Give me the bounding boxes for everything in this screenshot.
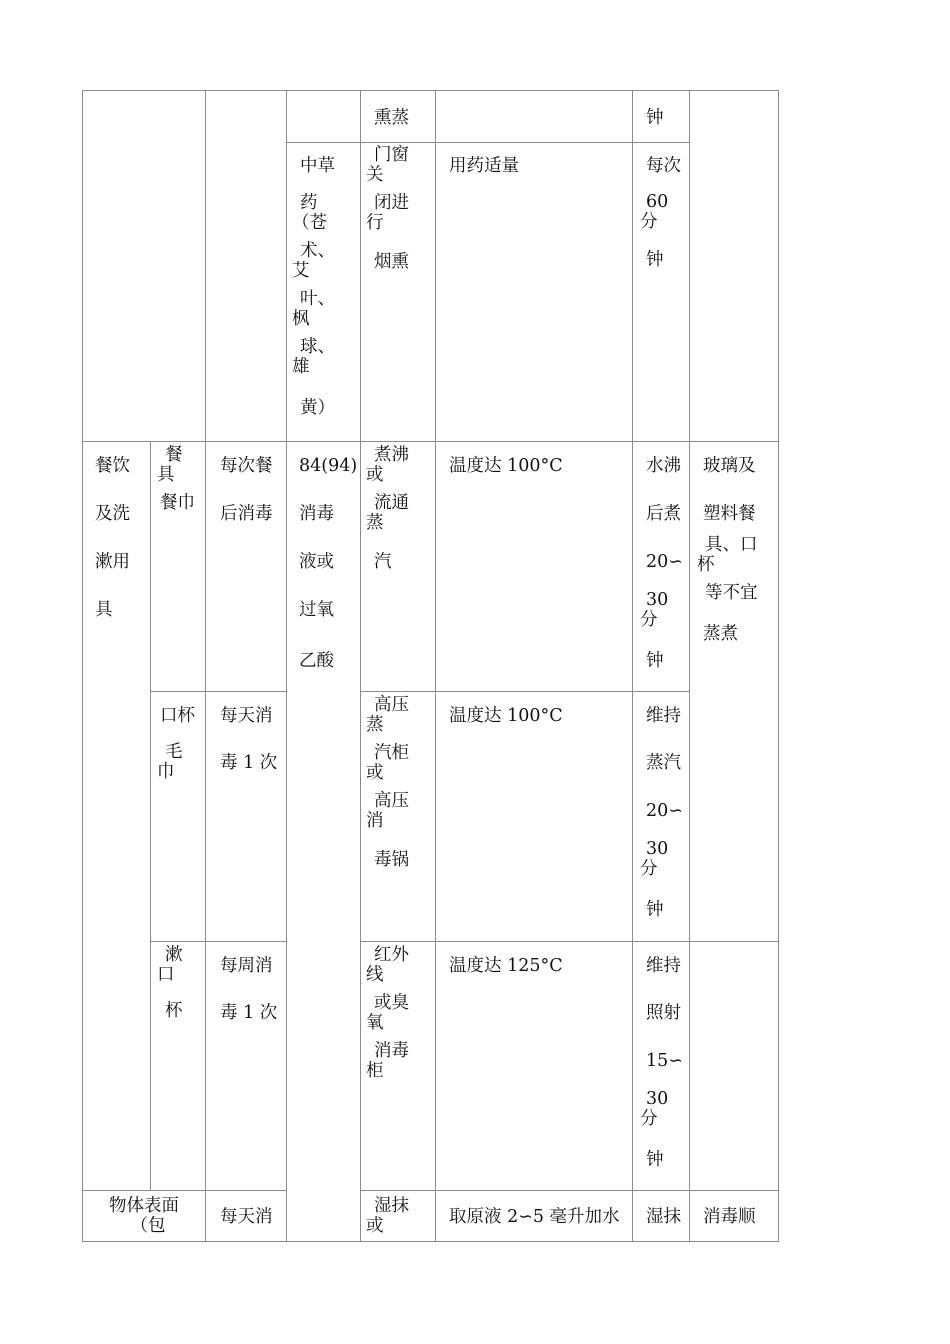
cell-text: 消毒顺 bbox=[703, 1207, 756, 1227]
table-rule bbox=[82, 441, 779, 442]
table-cell bbox=[640, 156, 688, 270]
cell-text: 黄） bbox=[300, 398, 335, 418]
table-rule bbox=[360, 90, 361, 1242]
cell-text: （包 bbox=[130, 1216, 166, 1236]
table-cell bbox=[292, 156, 358, 418]
cell-text: 或 bbox=[366, 1216, 384, 1236]
cell-text: 关 bbox=[366, 165, 384, 185]
table-rule bbox=[435, 90, 436, 1242]
table-rule bbox=[150, 691, 287, 692]
cell-text: 叶、 bbox=[300, 289, 335, 309]
cell-text: 温度达 100°C bbox=[449, 706, 563, 726]
table-rule bbox=[82, 1241, 779, 1242]
cell-text: 水沸 bbox=[646, 456, 681, 476]
cell-text: 毒 1 次 bbox=[220, 753, 278, 773]
cell-text: 熏蒸 bbox=[374, 108, 409, 128]
cell-text: 毒锅 bbox=[374, 850, 409, 870]
table-cell bbox=[449, 956, 629, 976]
table-cell bbox=[366, 108, 432, 128]
cell-text: 后消毒 bbox=[220, 504, 273, 524]
cell-text: 流通 bbox=[374, 493, 409, 513]
cell-text: 汽柜 bbox=[374, 743, 409, 763]
cell-text: 术、 bbox=[300, 241, 335, 261]
cell-text: 高压 bbox=[374, 695, 409, 715]
table-cell bbox=[157, 706, 204, 782]
table-cell bbox=[697, 456, 777, 644]
table-rule bbox=[82, 1190, 287, 1191]
table-rule bbox=[360, 941, 779, 942]
cell-text: 取原液 2∽5 毫升加水 bbox=[449, 1207, 620, 1227]
table-cell bbox=[220, 956, 284, 1023]
table-rule bbox=[632, 90, 633, 1242]
table-cell bbox=[640, 1207, 688, 1227]
cell-text: 30 bbox=[646, 839, 669, 859]
table-cell bbox=[366, 1196, 432, 1236]
cell-text: 巾 bbox=[157, 762, 175, 782]
cell-text: 每次餐 bbox=[220, 456, 273, 476]
cell-text: 塑料餐 bbox=[703, 504, 756, 524]
cell-text: 消毒 bbox=[299, 504, 334, 524]
cell-text: 过氧 bbox=[299, 600, 334, 620]
cell-text: 雄 bbox=[292, 357, 310, 377]
cell-text: 具、口 bbox=[705, 535, 758, 555]
cell-text: 每周消 bbox=[220, 956, 273, 976]
table-rule bbox=[150, 441, 151, 1191]
cell-text: 湿抹 bbox=[374, 1196, 409, 1216]
table-cell bbox=[366, 945, 432, 1081]
cell-text: 红外 bbox=[374, 945, 409, 965]
cell-text: 或 bbox=[366, 763, 384, 783]
cell-text: 玻璃及 bbox=[703, 456, 756, 476]
cell-text: 维持 bbox=[646, 956, 681, 976]
cell-text: 漱 bbox=[165, 945, 183, 965]
cell-text: 线 bbox=[366, 965, 384, 985]
cell-text: 30 bbox=[646, 1089, 669, 1109]
cell-text: 高压 bbox=[374, 791, 409, 811]
cell-text: 杯 bbox=[165, 1001, 183, 1021]
cell-text: 等不宜 bbox=[705, 583, 758, 603]
cell-text: 维持 bbox=[646, 706, 681, 726]
cell-text: 柜 bbox=[366, 1061, 384, 1081]
cell-text: 蒸煮 bbox=[703, 624, 738, 644]
table-cell bbox=[697, 1207, 777, 1227]
cell-text: 20∽ bbox=[646, 801, 683, 821]
cell-text: 每次 bbox=[646, 156, 681, 176]
cell-text: 分 bbox=[640, 1109, 658, 1129]
table-rule bbox=[689, 90, 690, 1242]
cell-text: 口杯 bbox=[160, 706, 195, 726]
cell-text: 温度达 125°C bbox=[449, 956, 563, 976]
table-cell bbox=[640, 456, 688, 671]
cell-text: 枫 bbox=[292, 309, 310, 329]
cell-text: 餐饮 bbox=[95, 456, 130, 476]
table-cell bbox=[449, 156, 629, 176]
table-cell bbox=[157, 945, 204, 1021]
cell-text: 门窗 bbox=[374, 145, 409, 165]
cell-text: 蒸汽 bbox=[646, 753, 681, 773]
table-rule bbox=[286, 142, 690, 143]
cell-text: 烟熏 bbox=[374, 252, 409, 272]
table-cell bbox=[95, 456, 149, 620]
cell-text: 每天消 bbox=[220, 1207, 273, 1227]
cell-text: 分 bbox=[640, 859, 658, 879]
table-rule bbox=[82, 90, 779, 91]
cell-text: 钟 bbox=[646, 651, 664, 671]
table-cell bbox=[220, 1207, 284, 1227]
cell-text: 30 bbox=[646, 590, 669, 610]
cell-text: 药 bbox=[300, 193, 318, 213]
table-cell bbox=[366, 695, 432, 870]
table-cell bbox=[640, 956, 688, 1170]
table-rule bbox=[286, 90, 287, 1242]
table-rule bbox=[778, 90, 779, 1242]
cell-text: 消毒 bbox=[374, 1041, 409, 1061]
cell-text: 分 bbox=[640, 212, 658, 232]
cell-text: 84(94) bbox=[299, 456, 358, 476]
cell-text: 分 bbox=[640, 610, 658, 630]
table-cell bbox=[84, 1196, 204, 1236]
table-cell bbox=[366, 445, 432, 572]
table-cell bbox=[366, 145, 432, 272]
table-cell bbox=[640, 108, 688, 128]
cell-text: 杯 bbox=[697, 555, 715, 575]
cell-text: 钟 bbox=[646, 250, 664, 270]
cell-text: 15∽ bbox=[646, 1051, 683, 1071]
cell-text: 20∽ bbox=[646, 552, 683, 572]
table-cell bbox=[449, 706, 629, 726]
table-cell bbox=[449, 1207, 631, 1227]
cell-text: 温度达 100°C bbox=[449, 456, 563, 476]
cell-text: 每天消 bbox=[220, 706, 273, 726]
cell-text: 蒸 bbox=[366, 513, 384, 533]
cell-text: 蒸 bbox=[366, 715, 384, 735]
cell-text: 用药适量 bbox=[449, 156, 519, 176]
cell-text: 行 bbox=[366, 213, 384, 233]
cell-text: 餐 bbox=[165, 445, 183, 465]
table-cell bbox=[449, 456, 629, 476]
table-cell bbox=[157, 445, 204, 513]
table-rule bbox=[360, 1190, 779, 1191]
cell-text: 钟 bbox=[646, 108, 664, 128]
cell-text: 口 bbox=[157, 965, 175, 985]
cell-text: （苍 bbox=[292, 213, 327, 233]
cell-text: 具 bbox=[157, 465, 175, 485]
cell-text: 60 bbox=[646, 192, 669, 212]
cell-text: 钟 bbox=[646, 900, 664, 920]
table-rule bbox=[205, 90, 206, 1242]
cell-text: 艾 bbox=[292, 261, 310, 281]
cell-text: 或 bbox=[366, 465, 384, 485]
cell-text: 湿抹 bbox=[646, 1207, 681, 1227]
cell-text: 毛 bbox=[165, 742, 183, 762]
cell-text: 氧 bbox=[366, 1013, 384, 1033]
cell-text: 液或 bbox=[299, 552, 334, 572]
cell-text: 钟 bbox=[646, 1150, 664, 1170]
cell-text: 或臭 bbox=[374, 993, 409, 1013]
cell-text: 物体表面 bbox=[109, 1196, 179, 1216]
cell-text: 球、 bbox=[300, 337, 335, 357]
table-cell bbox=[220, 706, 284, 773]
cell-text: 具 bbox=[95, 600, 113, 620]
cell-text: 漱用 bbox=[95, 552, 130, 572]
cell-text: 毒 1 次 bbox=[220, 1003, 278, 1023]
table-cell bbox=[220, 456, 284, 524]
cell-text: 及洗 bbox=[95, 504, 130, 524]
cell-text: 照射 bbox=[646, 1003, 681, 1023]
cell-text: 餐巾 bbox=[160, 493, 195, 513]
table-rule bbox=[82, 90, 83, 1242]
cell-text: 乙酸 bbox=[299, 651, 334, 671]
table-rule bbox=[150, 941, 287, 942]
table-cell bbox=[640, 706, 688, 920]
cell-text: 闭进 bbox=[374, 193, 409, 213]
cell-text: 煮沸 bbox=[374, 445, 409, 465]
cell-text: 消 bbox=[366, 811, 384, 831]
table-rule bbox=[360, 691, 690, 692]
cell-text: 中草 bbox=[300, 156, 335, 176]
cell-text: 后煮 bbox=[646, 504, 681, 524]
cell-text: 汽 bbox=[374, 552, 392, 572]
table-cell bbox=[299, 456, 359, 671]
